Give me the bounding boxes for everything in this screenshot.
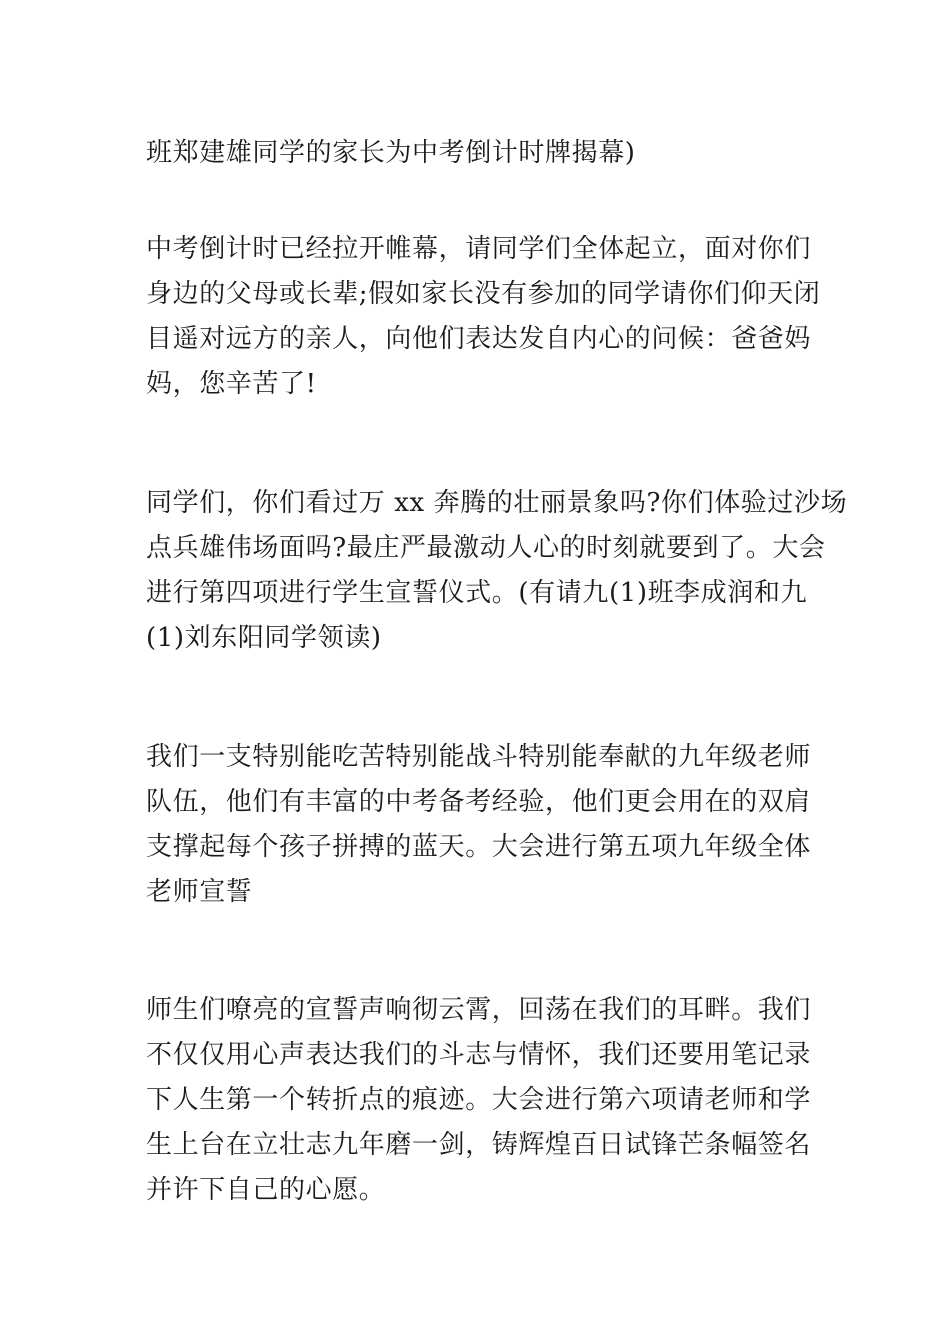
paragraph-2 — [146, 227, 821, 407]
text-line: 生上台在立壮志九年磨一剑，铸辉煌百日试锋芒条幅签名 — [146, 1130, 812, 1160]
paragraph-5 — [146, 988, 810, 1213]
text-line: 妈，您辛苦了! — [146, 369, 317, 399]
text-line: 进行第四项进行学生宣誓仪式。(有请九(1)班李成润和九 — [146, 578, 808, 608]
text-line: 队伍，他们有丰富的中考备考经验，他们更会用在的双肩 — [146, 787, 812, 817]
text-line: 班郑建雄同学的家长为中考倒计时牌揭幕) — [146, 138, 636, 168]
paragraph-3 — [146, 481, 848, 661]
text-line: 老师宣誓 — [146, 877, 253, 907]
text-line: 下人生第一个转折点的痕迹。大会进行第六项请老师和学 — [146, 1085, 812, 1115]
text-line: (1)刘东阳同学领读) — [146, 623, 382, 653]
paragraph-4 — [146, 735, 810, 915]
paragraph-1 — [146, 131, 810, 176]
text-line: 我们一支特别能吃苦特别能战斗特别能奉献的九年级老师 — [146, 742, 812, 772]
text-line: 并许下自己的心愿。 — [146, 1175, 386, 1205]
text-line: 点兵雄伟场面吗?最庄严最激动人心的时刻就要到了。大会 — [146, 533, 826, 563]
text-line: 身边的父母或长辈;假如家长没有参加的同学请你们仰天闭 — [146, 279, 821, 309]
text-line: 目遥对远方的亲人，向他们表达发自内心的问候：爸爸妈 — [146, 324, 812, 354]
text-line: 同学们，你们看过万 xx 奔腾的壮丽景象吗?你们体验过沙场 — [146, 488, 848, 518]
text-line: 不仅仅用心声表达我们的斗志与情怀，我们还要用笔记录 — [146, 1040, 812, 1070]
text-line: 中考倒计时已经拉开帷幕，请同学们全体起立，面对你们 — [146, 234, 812, 264]
text-line: 支撑起每个孩子拼搏的蓝天。大会进行第五项九年级全体 — [146, 832, 812, 862]
text-line: 师生们嘹亮的宣誓声响彻云霄，回荡在我们的耳畔。我们 — [146, 995, 812, 1025]
